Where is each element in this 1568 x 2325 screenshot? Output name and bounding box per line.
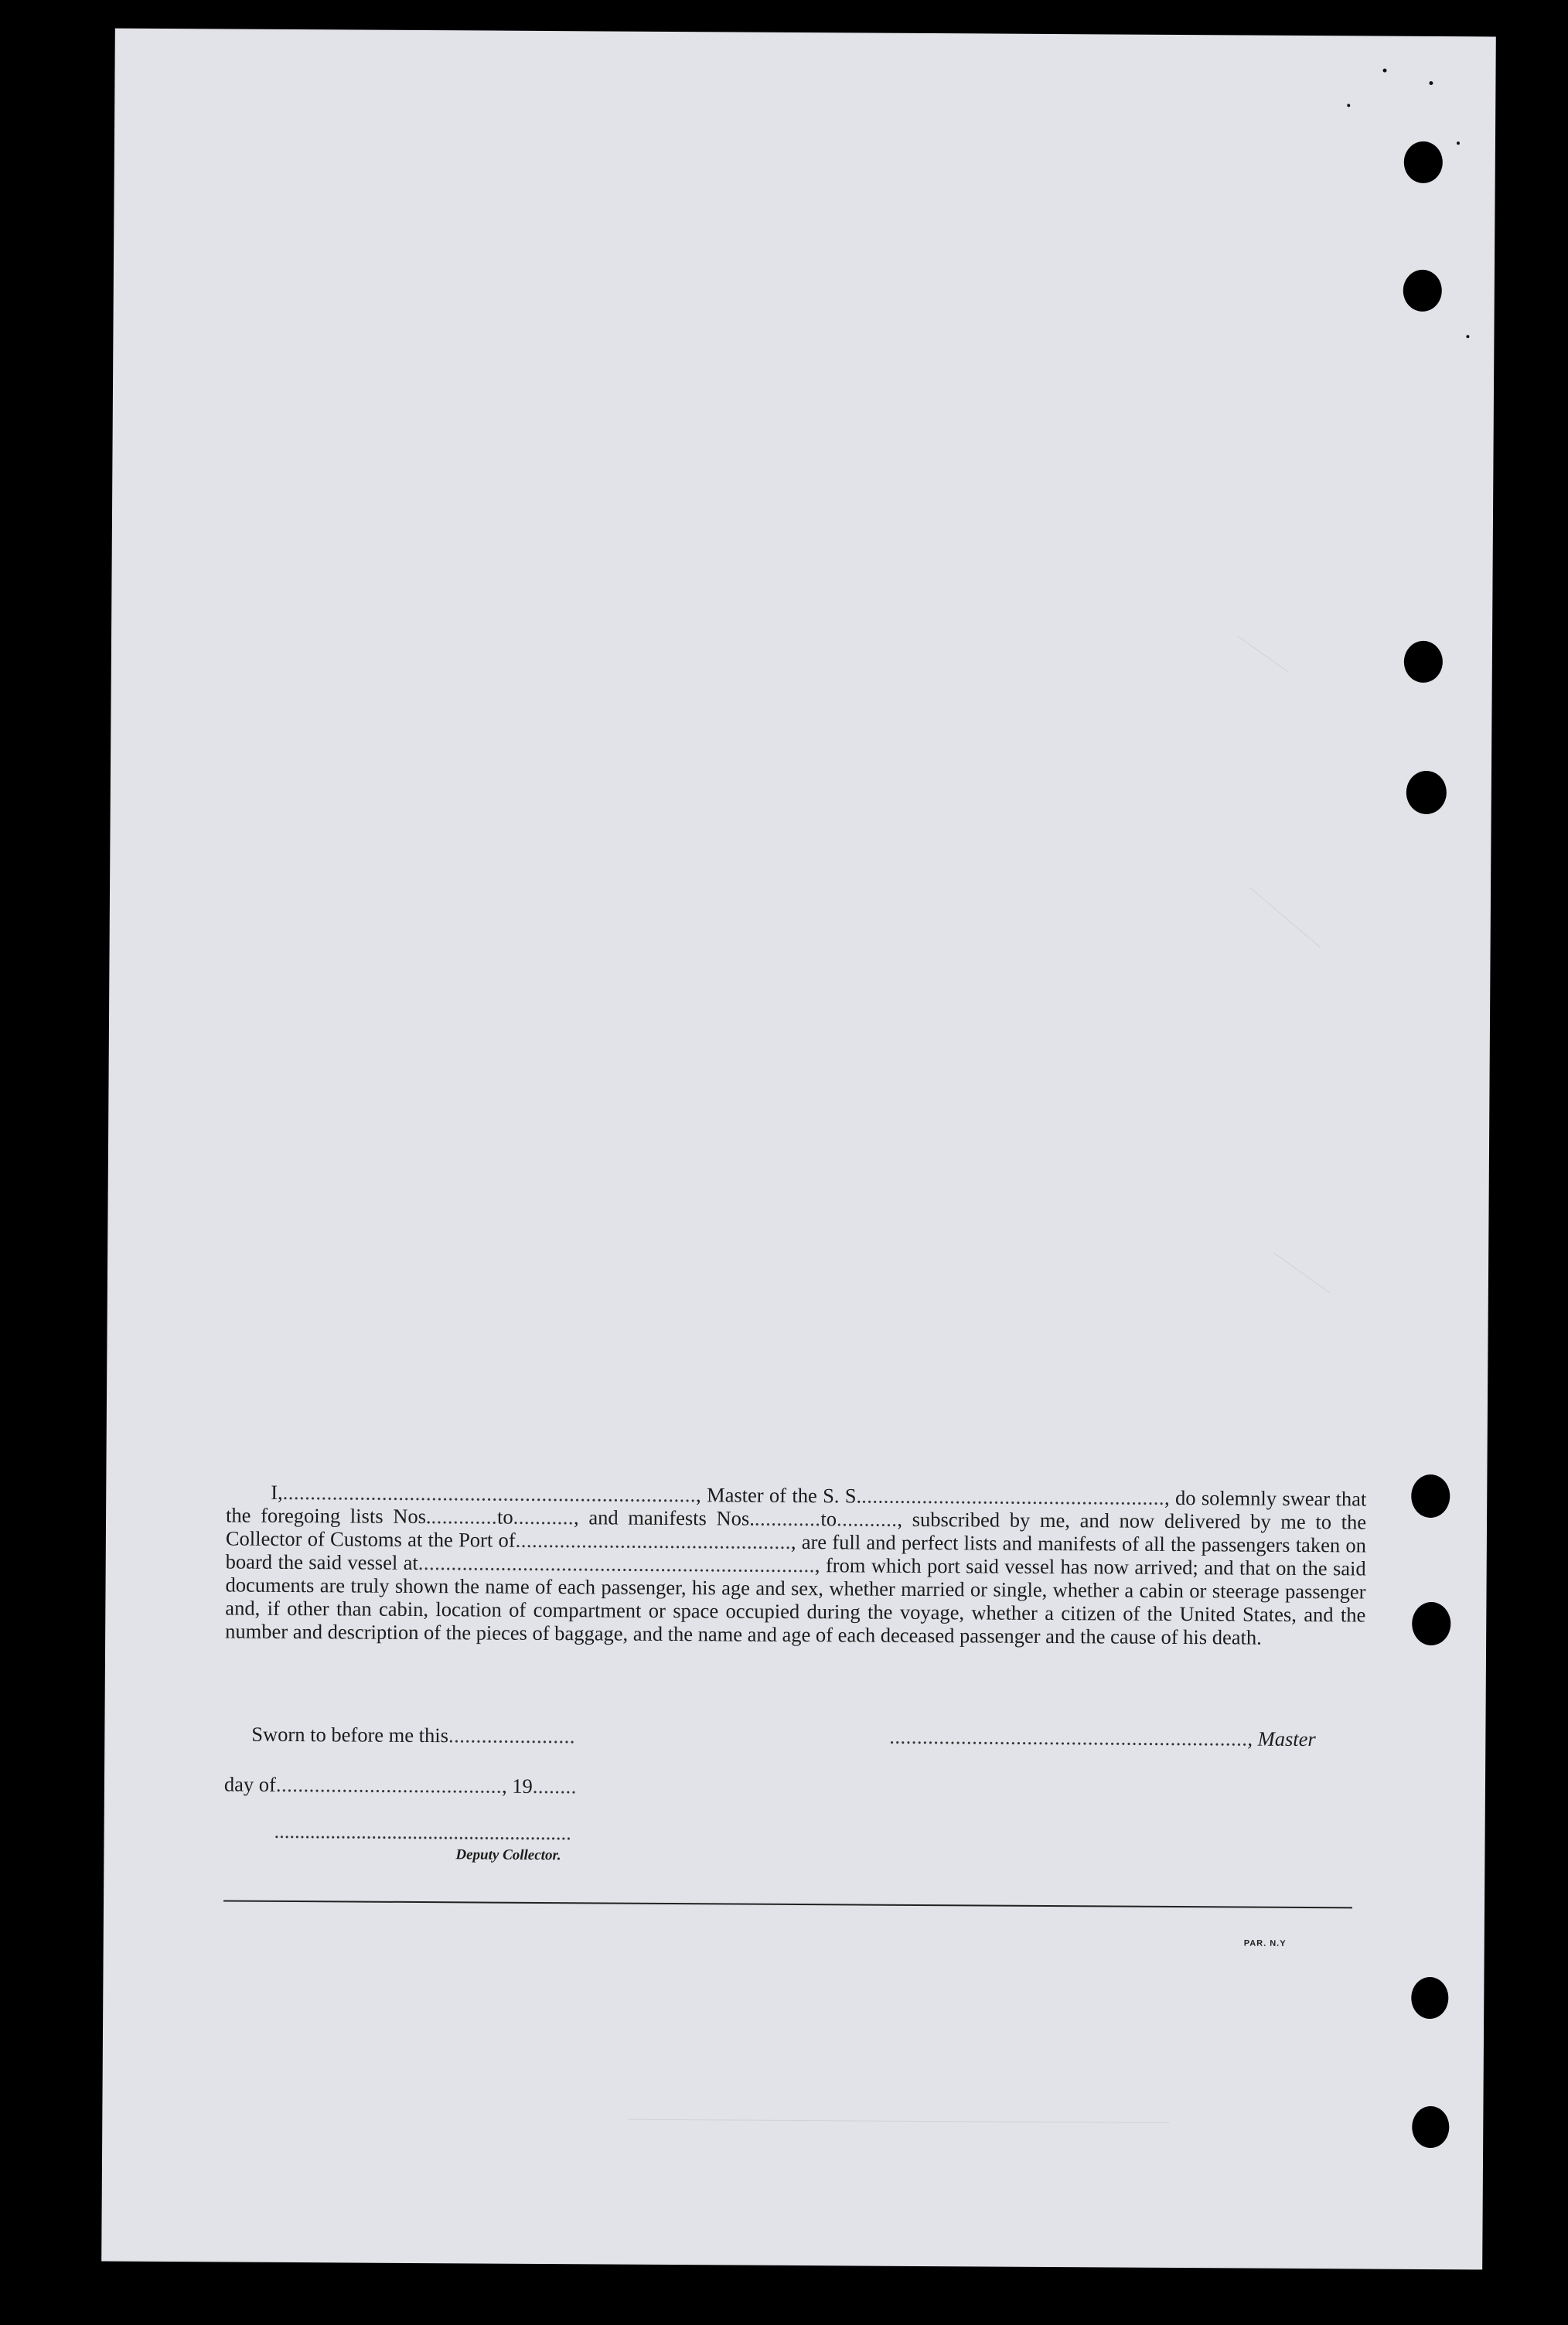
- day-label: day of: [223, 1772, 277, 1796]
- oath-master-of: , Master of the S. S.: [696, 1483, 862, 1508]
- scan-mark: [628, 2119, 1169, 2123]
- list-from-blank: ............: [431, 1505, 498, 1529]
- binder-hole: [1411, 1474, 1450, 1518]
- binder-hole: [1411, 1977, 1448, 2019]
- dust-speck: [1429, 81, 1433, 85]
- binder-hole: [1404, 141, 1443, 183]
- oath-lead: I,: [271, 1480, 283, 1504]
- sworn-line: [251, 1723, 575, 1748]
- oath-paragraph: [225, 1480, 1366, 1649]
- master-label: , Master: [1247, 1727, 1316, 1751]
- oath-to-2: to: [820, 1507, 837, 1531]
- year-blank: ........: [532, 1774, 577, 1798]
- horizontal-rule: [223, 1900, 1352, 1908]
- scan-mark: [1238, 636, 1289, 673]
- deputy-collector-label: Deputy Collector.: [455, 1846, 561, 1864]
- manifest-to-blank: ...........: [836, 1507, 898, 1531]
- binder-hole: [1412, 1602, 1450, 1645]
- oath-delivered: , subscribed by me, and now delivered by me to the Collector of Customs at the Port of: [225, 1507, 1367, 1552]
- oath-swear: , do solemnly swear that the foregoing lists Nos.: [226, 1485, 1367, 1529]
- vessel-port-blank: ........................................................................: [418, 1551, 815, 1577]
- scan-mark: [1273, 1253, 1331, 1294]
- dust-speck: [1457, 141, 1460, 145]
- binder-hole: [1412, 2106, 1449, 2148]
- dust-speck: [1383, 69, 1387, 73]
- binder-hole: [1406, 771, 1447, 814]
- sworn-label: Sworn to before me this: [251, 1722, 449, 1747]
- printer-mark: PAR. N.Y: [1243, 1938, 1287, 1948]
- oath-manifests: , and manifests Nos.: [573, 1505, 755, 1530]
- deputy-collector-signature-blank: ..........................................................: [274, 1819, 571, 1845]
- dust-speck: [1347, 104, 1350, 107]
- list-to-blank: ...........: [513, 1505, 574, 1529]
- manifest-from-blank: ............: [754, 1506, 821, 1531]
- oath-to-1: to: [496, 1505, 513, 1529]
- day-blank: .........................................: [275, 1772, 503, 1798]
- master-signature-blank: .................................................................: [889, 1724, 1248, 1751]
- port-blank: ..................................................: [515, 1528, 791, 1553]
- day-line: [224, 1772, 577, 1798]
- binder-hole: [1403, 270, 1442, 312]
- binder-hole: [1404, 641, 1443, 683]
- master-signature-line: [889, 1725, 1316, 1751]
- master-name-blank: ...........................................................................: [282, 1480, 697, 1507]
- scan-mark: [1249, 887, 1321, 947]
- ship-name-blank: .......................................................: [861, 1484, 1165, 1509]
- sworn-date-blank: .......................: [448, 1723, 575, 1748]
- oath-rest: , from which port said vessel has now arrived; and that on the said documents are truly shown the name of each passenger, his age and sex, whether married or single, whether a cabin or steerage passenger and, if other than cabin, location of compartment or space occupied during the voyage, whether a citizen of the United States, and the number and description of the pieces of baggage, and the name and age of each deceased passenger and the cause of his death.: [225, 1553, 1366, 1649]
- document-page: [101, 29, 1496, 2270]
- oath-perfect: , are full and perfect lists and manifests of all the passengers taken on board the said vessel at: [225, 1529, 1366, 1575]
- dust-speck: [1466, 335, 1469, 338]
- year-label: , 19: [501, 1774, 533, 1798]
